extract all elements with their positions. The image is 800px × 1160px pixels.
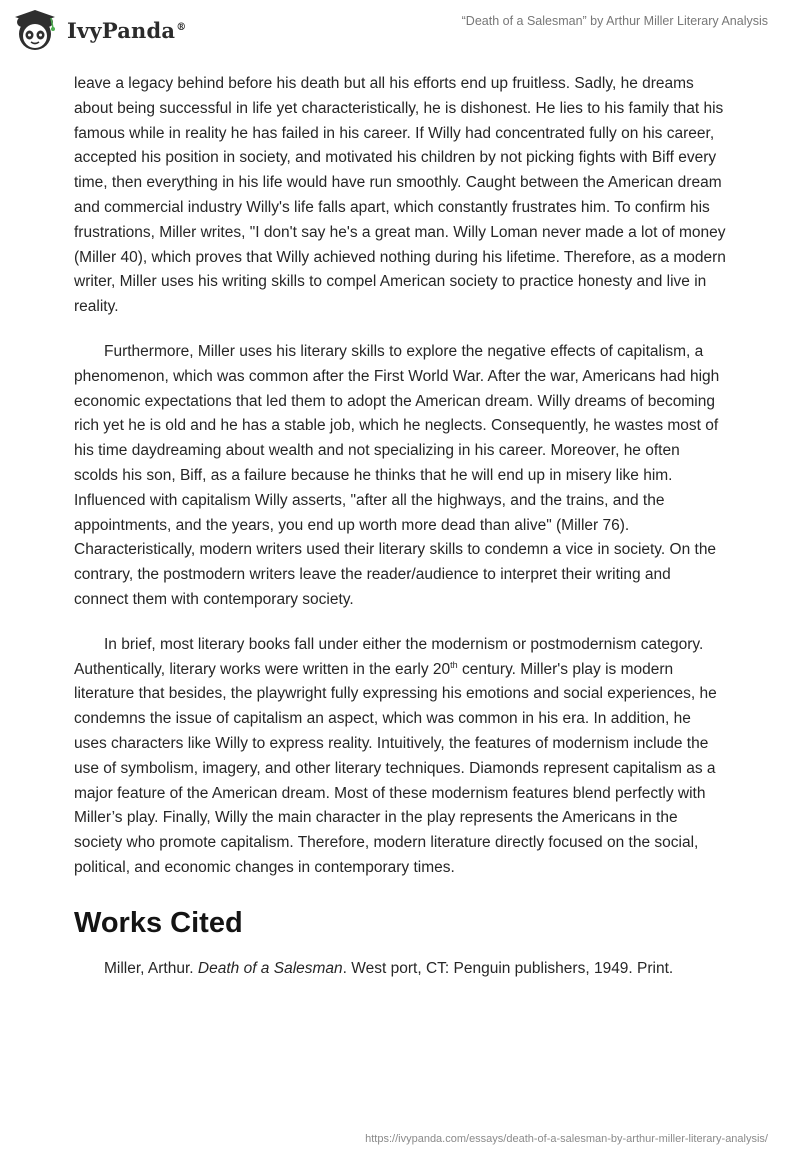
paragraph-3-text-a: In brief, most literary books fall under either the modernism or postmodernism category. Authentically, literary works were written in the early 20	[74, 635, 704, 678]
essay-body	[74, 72, 726, 981]
citation-author: Miller, Arthur.	[104, 959, 198, 977]
brand-name	[67, 18, 186, 43]
citation-entry	[74, 957, 726, 981]
paragraph-1: leave a legacy behind before his death but all his efforts end up fruitless. Sadly, he dreams about being successful in life yet characteristically, he is dishonest. He lies to his family that his famous while in reality he has failed in his career. If Willy had concentrated fully on his career, accepted his position in society, and motivated his children by not picking fights with Biff every time, then everything in his life would have run smoothly. Caught between the American dream and commercial industry Willy's life falls apart, which constantly frustrates him. To confirm his frustrations, Miller writes, "I don't say he's a great man. Willy Loman never made a lot of money (Miller 40), which proves that Willy achieved nothing during his lifetime. Therefore, as a modern writer, Miller uses his writing skills to compel American society to practice honesty and live in reality.	[74, 75, 726, 316]
paragraph-3	[74, 633, 726, 881]
works-cited-heading: Works Cited	[74, 906, 243, 939]
footer-url-link[interactable]: https://ivypanda.com/essays/death-of-a-salesman-by-arthur-miller-literary-analysis/	[365, 1133, 768, 1145]
paragraph-2: Furthermore, Miller uses his literary skills to explore the negative effects of capitalism, a phenomenon, which was common after the First World War. After the war, Americans had high economic expectations that led them to adopt the American dream. Willy dreams of becoming rich yet he is old and he has a stable job, which he neglects. Consequently, he wastes most of his time daydreaming about wealth and not specializing in his career. Moreover, he often scolds his son, Biff, as a failure because he thinks that he will end up in misery like him. Influenced with capitalism Willy asserts, "after all the highways, and the trains, and the appointments, and the years, you end up worth more dead than alive" (Miller 76). Characteristically, modern writers used their literary skills to condemn a vice in society. On the contrary, the postmodern writers leave the reader/audience to interpret their writing and connect them with contemporary society.	[74, 342, 720, 608]
citation-details: . West port, CT: Penguin publishers, 1949. Print.	[342, 959, 674, 977]
brand-logo[interactable]	[13, 8, 186, 52]
registered-mark: ®	[176, 21, 187, 33]
ordinal-superscript: th	[450, 659, 458, 670]
paragraph-3-text-b: century. Miller's play is modern literature that besides, the playwright fully expressing his emotions and social experiences, he condemns the issue of capitalism an aspect, which was common in his era. In addition, he uses characters like Willy to express reality. Intuitively, the features of modernism include the use of symbolism, imagery, and other literary techniques. Diamonds represent capitalism as a major feature of the American dream. Most of these modernism features blend perfectly with Miller’s play. Finally, Willy the main character in the play represents the Americans in the society who promote capitalism. Therefore, modern literature directly focused on the social, political, and economic changes in contemporary times.	[74, 660, 717, 876]
document-title: “Death of a Salesman” by Arthur Miller Literary Analysis	[461, 14, 768, 28]
brand-text: IvyPanda	[67, 17, 176, 43]
citation-title: Death of a Salesman	[197, 959, 343, 977]
panda-graduate-icon	[13, 8, 61, 52]
